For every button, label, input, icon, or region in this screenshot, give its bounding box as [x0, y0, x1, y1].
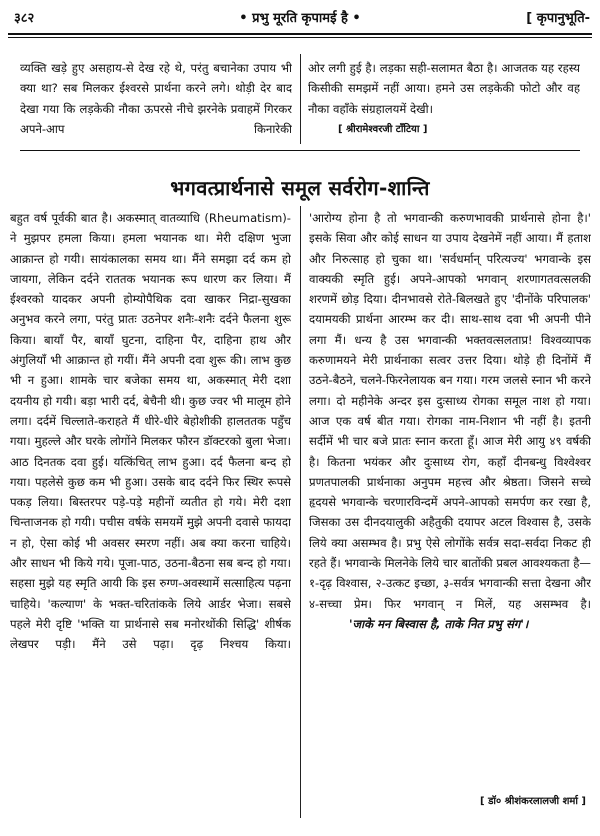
section-name: [ कृपानुभूति-	[526, 11, 590, 26]
article-title: भगवत्प्रार्थनासे समूल सर्वरोग-शान्ति	[170, 176, 430, 200]
article-text-right: 'आरोग्य होना है तो भगवान्की करुणभावकी प्रार्थनासे होना है।' इसके सिवा और कोई साधन या उपाय देखनेमें नहीं आया। मैं हताश और निरुत्साह हो चुका था। 'सर्वधर्मान् परित्यज्य' भगवान्के इस वाक्यकी स्मृति हुई। अपने-आपको भगवान् शरणागतवत्सलकी शरणमें छोड़ दिया। दीनभावसे रोते-बिलखते हुए 'दीनोंके परिपालक' दयामयकी प्रार्थना आरम्भ कर दी। साथ-साथ दवा भी अपनी पीने लगा मैं। धन्य है उस भगवान्की भक्तवत्सलताप्र! विश्वव्यापक करुणामयने मेरी प्रार्थनाका सत्वर उत्तर दिया। थोड़े ही दिनोंमें मैं उठने-बैठने, चलने-फिरनेलायक बन गया। गरम जलसे स्नान भी करने लगा। दो महीनेके अन्दर इस दुःसाध्य रोगका समूल नाश हो गया। आज एक वर्ष बीत गया। रोगका नाम-निशान भी नहीं है। इतनी सर्दीमें भी चार बजे प्रातः स्नान करता हूँ। आज मेरी आयु ४९ वर्षकी है। कितना भयंकर और दुःसाध्य रोग, कहाँ दीनबन्धु विश्वेश्वर प्रणतपालकी प्रार्थनाका अनुपम महत्त्व और श्रेष्ठता। जिसने सच्चे हृदयसे भगवान्के चरणारविन्दमें अपने-आपको समर्पण कर रखा है, जिसका उस दीनदयालुकी अहैतुकी दयापर अटल विश्वास है, उसके लिये क्या असम्भव है। प्रभु ऐसे लोगोंके सर्वत्र सदा-सर्वदा निकट ही रहते हैं। भगवान्के मिलनेके लिये चार बातोंकी प्रबल आवश्यकता है—१-दृढ़ विश्वास, २-उत्कट इच्छा, ३-सर्वत्र भगवान्की सत्ता देखना और ४-सच्चा प्रेम। फिर भगवान् न मिलें, यह असम्भव है।	[309, 211, 591, 611]
article-author: [ डॉ० श्रीशंकरलालजी शर्मा ]	[480, 793, 586, 807]
running-header	[10, 6, 590, 30]
article-column-right	[309, 208, 591, 808]
prev-article-text-left: व्यक्ति खड़े हुए असहाय-से देख रहे थे, परंतु बचानेका उपाय भी क्या था? सब मिलकर ईश्वरसे प्रार्थना करने लगे। थोड़ी देर बाद देखा गया कि लड़केकी नौका ऊपरसे नीचे झरनेके प्रवाहमें गिरकर अपने-आप किनारेकी	[20, 61, 292, 136]
article-text-left: बहुत वर्ष पूर्वकी बात है। अकस्मात् वातव्याधि (Rheumatism)-ने मुझपर हमला किया। हमला भयानक था। मेरी दक्षिण भुजा आक्रान्त हो गयी। सायंकालका समय था। मैंने समझा दर्द कम हो जायगा, लेकिन दर्दने राततक भयानक रूप धारण कर लिया। मैं ईश्वरको यादकर अपनी होम्योपैथिक दवा खाकर निद्रा-सुखका अनुभव करने लगा, परंतु प्रातः उठनेपर शनैः-शनैः दर्दने फैलना शुरू किया। बायाँ पैर, बायाँ घुटना, दाहिना पैर, दाहिना हाथ और अंगुलियाँ भी आक्रान्त हो गयीं। मैंने अपनी दवा शुरू की। लाभ कुछ भी न हुआ। शामके चार बजेका समय था, अकस्मात् मेरी दशा दयनीय हो गयी। बड़ा भारी दर्द, बेचैनी थी। कुछ ज्वर भी मालूम होने लगा। दर्दमें चिल्लाते-कराहते मैं धीरे-धीरे बेहोशीकी हालततक पहुँच गया। मुहल्ले और घरके लोगोंने मिलकर फौरन डॉक्टरको बुला भेजा। आठ दिनतक दवा हुई। यत्किंचित् लाभ हुआ। दर्द फैलना बन्द हो गया। पहलेसे कुछ कम भी हुआ। उसके बाद दर्दने फिर स्थिर रूपसे पकड़ लिया। बिस्तरपर पड़े-पड़े महीनों व्यतीत हो गये। मेरी दशा चिन्ताजनक हो गयी। पचीस वर्षके समयमें मुझे अपनी दवासे फायदा न हो, ऐसा कोई भी अवसर स्मरण नहीं। अब क्या करना चाहिये। और साधन भी किये गये। पूजा-पाठ, उठना-बैठना सब बन्द हो गया। सहसा मुझे यह स्मृति आयी कि इस रुग्ण-अवस्थामें सत्साहित्य पढ़ना चाहिये। 'कल्याण' के भक्त-चरितांकके लिये आर्डर भेजा। सबसे पहले मेरी दृष्टि 'भक्ति या प्रार्थनासे सब मनोरथोंकी सिद्धि' शीर्षक लेखपर पड़ी। मैंने उसे पढ़ा। दृढ़ निश्चय किया।	[10, 211, 291, 652]
prev-article-column-left	[20, 58, 292, 142]
header-rule-thin	[8, 37, 592, 38]
column-divider-top	[300, 54, 301, 144]
article-separator	[20, 150, 580, 151]
column-divider-main	[300, 206, 301, 818]
running-title: • प्रभु मूरति कृपामई है •	[239, 11, 361, 26]
page-number: ३८२	[14, 11, 35, 26]
closing-quote: 'जाके मन बिस्वास है, ताके नित प्रभु संग'।	[349, 616, 529, 631]
article-column-left	[10, 208, 291, 808]
prev-article-author: [ श्रीरामेश्वरजी टाँटिया ]	[338, 121, 428, 135]
header-rule	[8, 33, 592, 35]
prev-article-text-right: ओर लगी हुई है। लड़का सही-सलामत बैठा है। आजतक यह रहस्य किसीकी समझमें नहीं आया। हमने उस लड़केकी फोटो और वह नौका वहाँके संग्रहालयमें देखी।	[308, 61, 580, 116]
